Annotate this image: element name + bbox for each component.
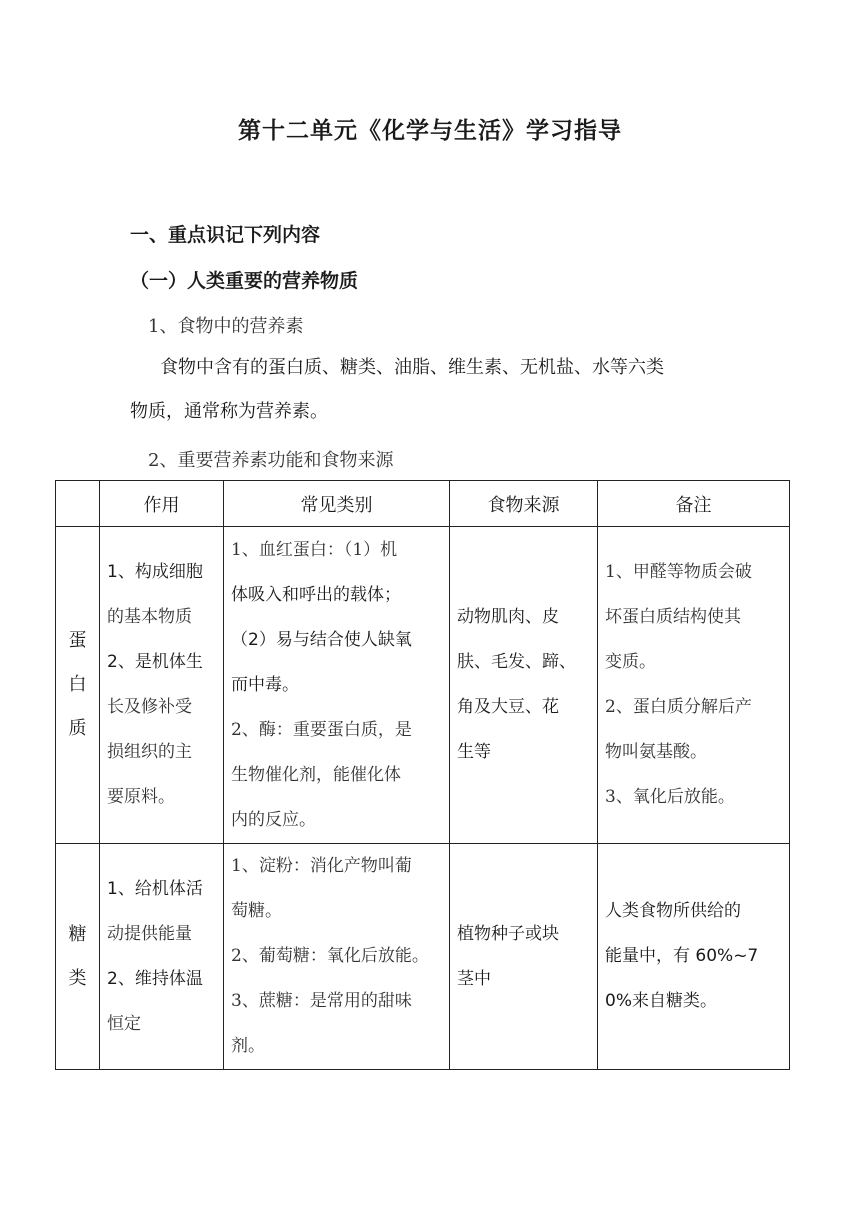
sugar-function-cell (100, 844, 224, 1070)
section-heading: 一、重点识记下列内容 (130, 224, 321, 246)
header-cell-notes: 备注 (598, 481, 790, 527)
cell-line: 1、构成细胞 (107, 562, 203, 582)
protein-categories-cell (224, 527, 450, 844)
row-name-char: 白 (68, 674, 87, 695)
sugar-notes-cell (598, 844, 790, 1070)
cell-line: 长及修补受 (107, 697, 192, 717)
cell-line: 动物肌肉、皮 (457, 607, 559, 627)
cell-line: 2、蛋白质分解后产 (605, 697, 752, 717)
cell-line: 2、葡萄糖：氧化后放能。 (231, 946, 429, 966)
header-cell-empty (56, 481, 100, 527)
sugar-categories-cell (224, 844, 450, 1070)
cell-line: 损组织的主 (107, 742, 192, 762)
cell-line: 3、蔗糖：是常用的甜味 (231, 991, 412, 1011)
cell-line: 恒定 (107, 1013, 141, 1034)
row-name-char: 蛋 (68, 630, 87, 651)
row-name-char: 类 (68, 967, 87, 989)
cell-line: 坏蛋白质结构使其 (605, 607, 741, 627)
protein-function-cell (100, 527, 224, 844)
cell-line: 动提供能量 (107, 923, 192, 944)
cell-line: 3、氧化后放能。 (605, 787, 735, 807)
cell-line: 物叫氨基酸。 (605, 742, 707, 762)
cell-line: 要原料。 (107, 787, 175, 807)
header-cell-function: 作用 (100, 481, 224, 527)
cell-line: 植物种子或块 (457, 923, 559, 944)
cell-line: 角及大豆、花 (457, 697, 559, 717)
cell-line: 1、甲醛等物质会破 (605, 562, 752, 582)
cell-line: 而中毒。 (231, 674, 299, 695)
cell-line: 0%来自糖类。 (605, 991, 717, 1011)
cell-line: 内的反应。 (231, 809, 316, 830)
cell-line: 2、酶：重要蛋白质，是 (231, 719, 412, 740)
subsection-heading: （一）人类重要的营养物质 (130, 270, 359, 292)
protein-sources-cell (450, 527, 598, 844)
header-cell-sources: 食物来源 (450, 481, 598, 527)
cell-line: 1、淀粉：消化产物叫葡 (231, 856, 412, 876)
cell-line: 萄糖。 (231, 901, 282, 921)
row-name-char: 质 (68, 718, 87, 739)
cell-line: 肤、毛发、蹄、 (457, 652, 576, 672)
document-title: 第十二单元《化学与生活》学习指导 (238, 118, 622, 144)
cell-line: （2）易与结合使人缺氧 (231, 629, 412, 650)
cell-line: 的基本物质 (107, 607, 192, 627)
paragraph-line: 物质，通常称为营养素。 (130, 401, 328, 422)
sugar-sources-cell (450, 844, 598, 1070)
table-header-row (56, 481, 790, 527)
cell-line: 生物催化剂，能催化体 (231, 764, 401, 785)
item-heading-functions: 2、重要营养素功能和食物来源 (148, 450, 394, 471)
table-row (56, 844, 790, 1070)
protein-notes-cell (598, 527, 790, 844)
cell-line: 人类食物所供给的 (605, 901, 741, 921)
cell-line: 生等 (457, 742, 491, 762)
row-name-sugar (56, 844, 100, 1070)
cell-line: 1、给机体活 (107, 878, 203, 899)
row-name-protein (56, 527, 100, 844)
nutrient-table (55, 480, 790, 1070)
paragraph-nutrients (130, 346, 750, 434)
row-name-char: 糖 (68, 923, 87, 945)
cell-line: 2、维持体温 (107, 968, 203, 989)
item-heading-nutrients: 1、食物中的营养素 (148, 316, 304, 337)
cell-line: 剂。 (231, 1036, 265, 1056)
cell-line: 茎中 (457, 968, 491, 989)
cell-line: 能量中，有 60%~7 (605, 946, 759, 966)
table-row (56, 527, 790, 844)
cell-line: 体吸入和呼出的载体； (231, 584, 401, 605)
cell-line: 变质。 (605, 652, 656, 672)
header-cell-categories: 常见类别 (224, 481, 450, 527)
paragraph-line: 食物中含有的蛋白质、糖类、油脂、维生素、无机盐、水等六类 (160, 357, 664, 378)
cell-line: 2、是机体生 (107, 652, 203, 672)
cell-line: 1、血红蛋白：（1）机 (231, 539, 398, 560)
